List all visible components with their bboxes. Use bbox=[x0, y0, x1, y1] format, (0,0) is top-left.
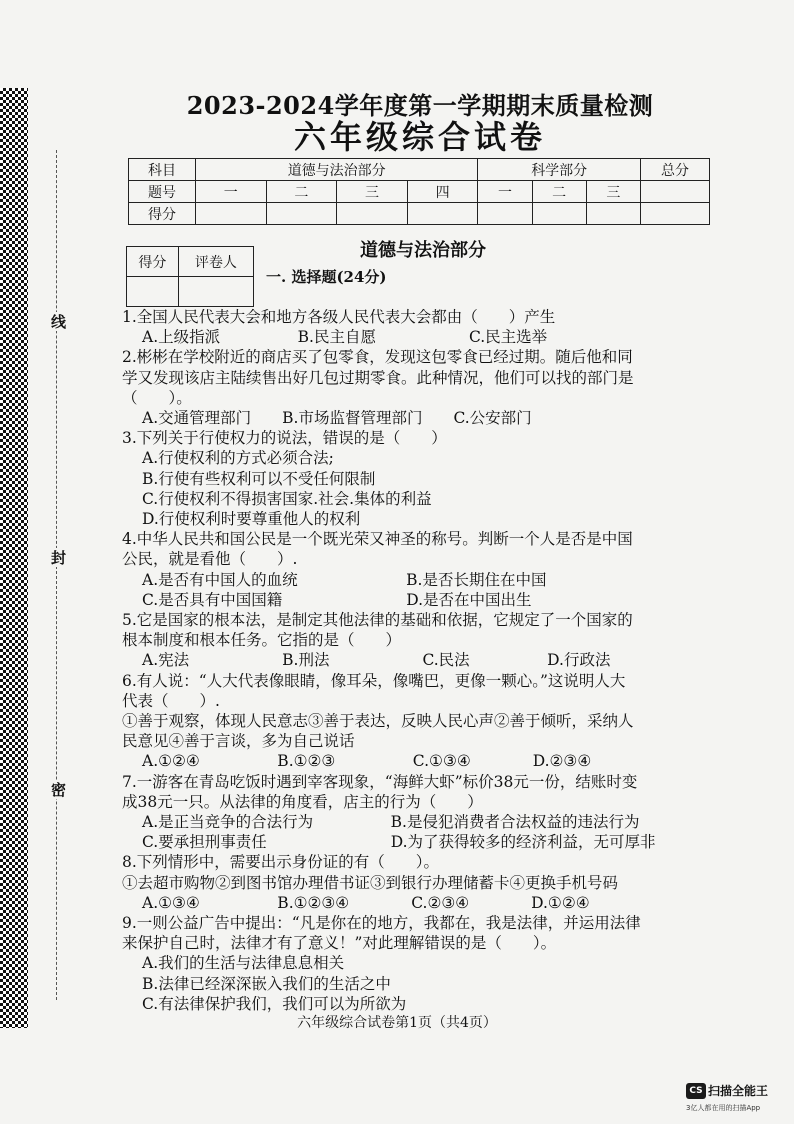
moral-q-number: 三 bbox=[337, 181, 408, 203]
exam-title: 2023-2024学年度第一学期期末质量检测 bbox=[186, 91, 654, 120]
option-line: C.是否具有中国国籍 D.是否在中国出生 bbox=[142, 591, 532, 609]
question-line: 民意见④善于言谈，多为自己说话 bbox=[122, 732, 355, 750]
side-label-secret: 密 bbox=[49, 782, 67, 797]
question-line: 成38元一只。从法律的角度看，店主的行为（ ） bbox=[122, 793, 483, 811]
seal-dashed-line bbox=[56, 150, 57, 1000]
option-line: C.要承担刑事责任 D.为了获得较多的经济利益，无可厚非 bbox=[142, 833, 656, 851]
option-line: A.是否有中国人的血统 B.是否长期住在中国 bbox=[142, 571, 547, 589]
question-line: 9.一则公益广告中提出：“凡是你在的地方，我都在，我是法律，并运用法律 bbox=[122, 914, 641, 932]
score-table bbox=[128, 158, 710, 225]
scanner-tagline: 3亿人都在用的扫描App bbox=[686, 1104, 761, 1112]
score-cell bbox=[337, 203, 408, 225]
total-cell bbox=[641, 181, 710, 203]
question-no-label: 题号 bbox=[129, 181, 196, 203]
score-cell bbox=[586, 203, 640, 225]
option-line: A.我们的生活与法律息息相关 bbox=[142, 954, 345, 972]
section-title: 道德与法治部分 bbox=[360, 240, 486, 261]
side-label-seal: 封 bbox=[49, 550, 67, 565]
moral-q-number: 一 bbox=[196, 181, 267, 203]
question-line: 来保护自己时，法律才有了意义！”对此理解错误的是（ ）。 bbox=[122, 934, 557, 952]
option-line: A.行使权利的方式必须合法; bbox=[142, 449, 334, 467]
option-line: C.有法律保护我们，我们可以为所欲为 bbox=[142, 995, 407, 1013]
exam-subtitle: 六年级综合试卷 bbox=[293, 118, 546, 156]
score-cell bbox=[407, 203, 478, 225]
science-q-number: 一 bbox=[478, 181, 532, 203]
question-line: 学又发现该店主陆续售出好几包过期零食。此种情况，他们可以找的部门是 bbox=[122, 369, 634, 387]
score-cell bbox=[196, 203, 267, 225]
grader-label: 评卷人 bbox=[178, 247, 253, 277]
scanner-badge bbox=[686, 1080, 768, 1099]
question-line: 4.中华人民共和国公民是一个既光荣又神圣的称号。判断一个人是否是中国 bbox=[122, 530, 633, 548]
option-line: A.是正当竞争的合法行为 B.是侵犯消费者合法权益的违法行为 bbox=[142, 813, 640, 831]
scanner-name: 扫描全能王 bbox=[708, 1084, 769, 1098]
question-line: ①善于观察，体现人民意志③善于表达，反映人民心声②善于倾听，采纳人 bbox=[122, 712, 634, 730]
question-line: 代表（ ）. bbox=[122, 692, 220, 710]
option-line: C.行使权利不得损害国家.社会.集体的利益 bbox=[142, 490, 432, 508]
subsection-title: 一. 选择题(24分) bbox=[266, 268, 387, 286]
score-cell bbox=[532, 203, 586, 225]
question-line: 3.下列关于行使权力的说法，错误的是（ ） bbox=[122, 429, 447, 447]
question-line: 1.全国人民代表大会和地方各级人民代表大会都由（ ）产生 bbox=[122, 308, 556, 326]
question-line: ①去超市购物②到图书馆办理借书证③到银行办理储蓄卡④更换手机号码 bbox=[122, 874, 619, 892]
option-line: B.行使有些权利可以不受任何限制 bbox=[142, 470, 376, 488]
moral-part-header: 道德与法治部分 bbox=[196, 159, 478, 181]
question-line: 公民，就是看他（ ）. bbox=[122, 550, 298, 568]
subject-label: 科目 bbox=[129, 159, 196, 181]
page-footer: 六年级综合试卷第1页（共4页） bbox=[297, 1015, 497, 1031]
option-line: A.交通管理部门 B.市场监督管理部门 C.公安部门 bbox=[142, 409, 532, 427]
grader-name-cell bbox=[178, 277, 253, 307]
option-line: A.①②④ B.①②③ C.①③④ D.②③④ bbox=[142, 752, 592, 770]
option-line: B.法律已经深深嵌入我们的生活之中 bbox=[142, 975, 391, 993]
question-line: 2.彬彬在学校附近的商店买了包零食，发现这包零食已经过期。随后他和同 bbox=[122, 348, 633, 366]
binding-edge-pattern bbox=[0, 88, 28, 1028]
total-label: 总分 bbox=[641, 159, 710, 181]
question-line: 8.下列情形中，需要出示身份证的有（ ）。 bbox=[122, 853, 440, 871]
score-cell bbox=[266, 203, 337, 225]
score-row-label: 得分 bbox=[129, 203, 196, 225]
score-cell bbox=[641, 203, 710, 225]
question-line: 7.一游客在青岛吃饭时遇到宰客现象，“海鲜大虾”标价38元一份，结账时变 bbox=[122, 773, 638, 791]
science-q-number: 三 bbox=[586, 181, 640, 203]
score-cell bbox=[478, 203, 532, 225]
question-line: （ ）。 bbox=[122, 389, 192, 407]
moral-q-number: 四 bbox=[407, 181, 478, 203]
scanner-logo-icon: CS bbox=[686, 1083, 706, 1099]
option-line: D.行使权利时要尊重他人的权利 bbox=[142, 510, 361, 528]
grader-score-label: 得分 bbox=[127, 247, 179, 277]
option-line: A.①③④ B.①②③④ C.②③④ D.①②④ bbox=[142, 894, 590, 912]
side-label-line: 线 bbox=[49, 314, 67, 329]
option-line: A.宪法 B.刑法 C.民法 D.行政法 bbox=[142, 651, 611, 669]
moral-q-number: 二 bbox=[266, 181, 337, 203]
question-line: 5.它是国家的根本法，是制定其他法律的基础和依据，它规定了一个国家的 bbox=[122, 611, 633, 629]
option-line: A.上级指派 B.民主自愿 C.民主选举 bbox=[142, 328, 548, 346]
question-line: 6.有人说：“人大代表像眼睛，像耳朵，像嘴巴，更像一颗心。”这说明人大 bbox=[122, 672, 626, 690]
science-part-header: 科学部分 bbox=[478, 159, 641, 181]
question-line: 根本制度和根本任务。它指的是（ ） bbox=[122, 631, 402, 649]
grader-score-cell bbox=[127, 277, 179, 307]
science-q-number: 二 bbox=[532, 181, 586, 203]
grader-table bbox=[126, 246, 254, 307]
